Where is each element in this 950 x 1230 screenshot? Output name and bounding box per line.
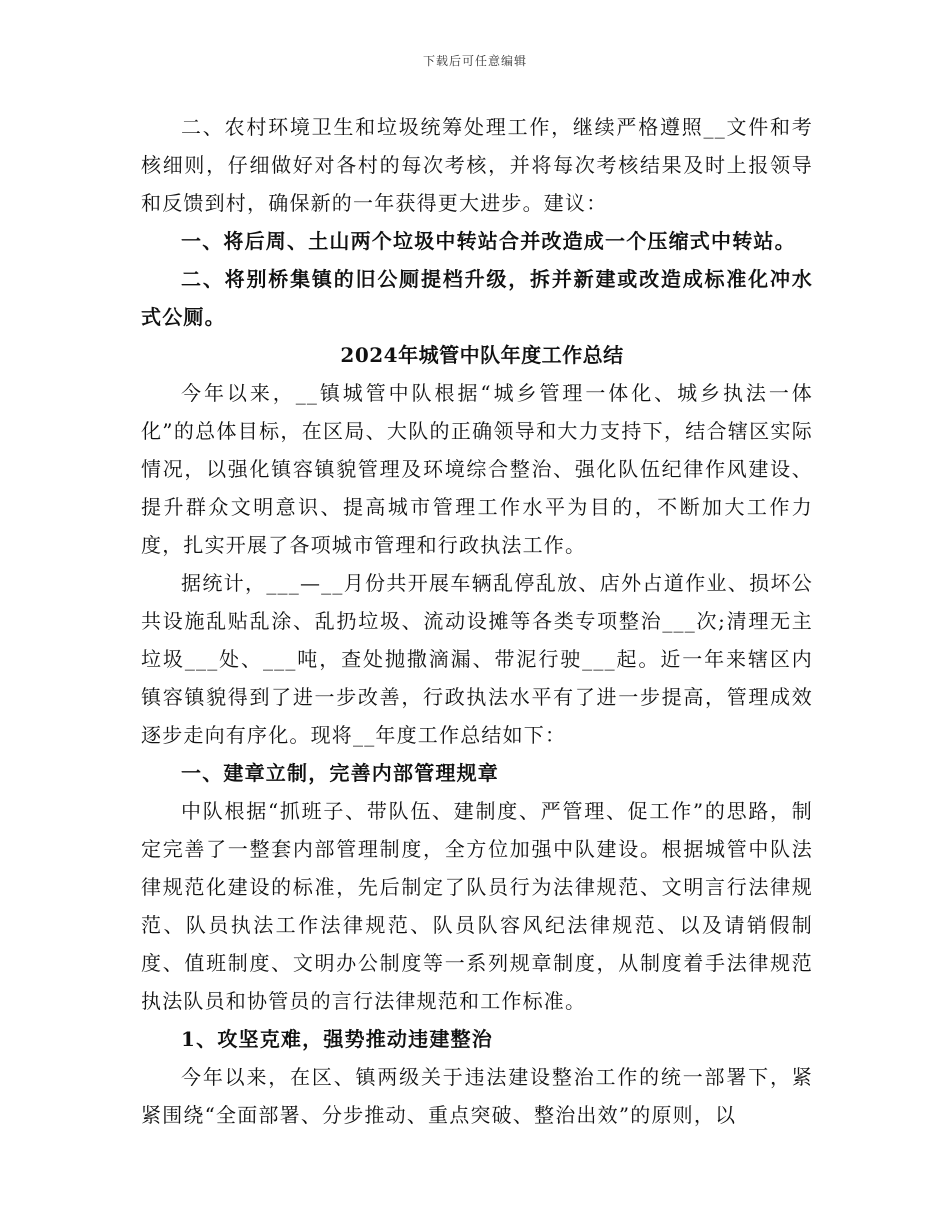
paragraph-rules: 中队根据“抓班子、带队伍、建制度、严管理、促工作”的思路，制定完善了一整套内部管理制度，全方位加强中队建设。根据城管中队法律规范化建设的标准，先后制定了队员行为法律规范、文明言行法律规范、队员执法工作法律规范、队员队容风纪法律规范、以及请销假制度、值班制度、文明办公制度等一系列规章制度，从制度着手法律规范执法队员和协管员的言行法律规范和工作标准。 [141,799,813,1013]
download-note: 下载后可任意编辑 [422,54,527,68]
document-title: 2024年城管中队年度工作总结 [340,343,624,367]
paragraph-intro: 今年以来，__镇城管中队根据“城乡管理一体化、城乡执法一体化”的总体目标，在区局、大队的正确领导和大力支持下，结合辖区实际情况，以强化镇容镇貌管理及环境综合整治、强化队伍纪律作风建设、提升群众文明意识、提高城市管理工作水平为目的，不断加大工作力度，扎实开展了各项城市管理和行政执法工作。 [141,381,813,557]
document-body [141,108,813,1134]
section-heading-illegal-construction: 1、攻坚克难，强势推动违建整治 [181,1027,493,1051]
paragraph-illegal-construction: 今年以来，在区、镇两级关于违法建设整治工作的统一部署下，紧紧围绕“全面部署、分步推动、重点突破、整治出效”的原则，以 [141,1065,813,1127]
paragraph-statistics: 据统计，___—__月份共开展车辆乱停乱放、店外占道作业、损坏公共设施乱贴乱涂、乱扔垃圾、流动设摊等各类专项整治___次;清理无主垃圾___处、___吨，查处抛撒滴漏、带泥行驶___起。近一年来辖区内镇容镇貌得到了进一步改善，行政执法水平有了进一步提高，管理成效逐步走向有序化。现将__年度工作总结如下： [141,571,813,747]
suggestion-one: 一、将后周、土山两个垃圾中转站合并改造成一个压缩式中转站。 [181,229,796,253]
paragraph-rural-sanitation: 二、农村环境卫生和垃圾统筹处理工作，继续严格遵照__文件和考核细则，仔细做好对各村的每次考核，并将每次考核结果及时上报领导和反馈到村，确保新的一年获得更大进步。建议： [141,115,813,215]
section-heading-rules: 一、建章立制，完善内部管理规章 [181,761,499,785]
suggestion-two: 二、将别桥集镇的旧公厕提档升级，拆并新建或改造成标准化冲水式公厕。 [141,267,813,329]
